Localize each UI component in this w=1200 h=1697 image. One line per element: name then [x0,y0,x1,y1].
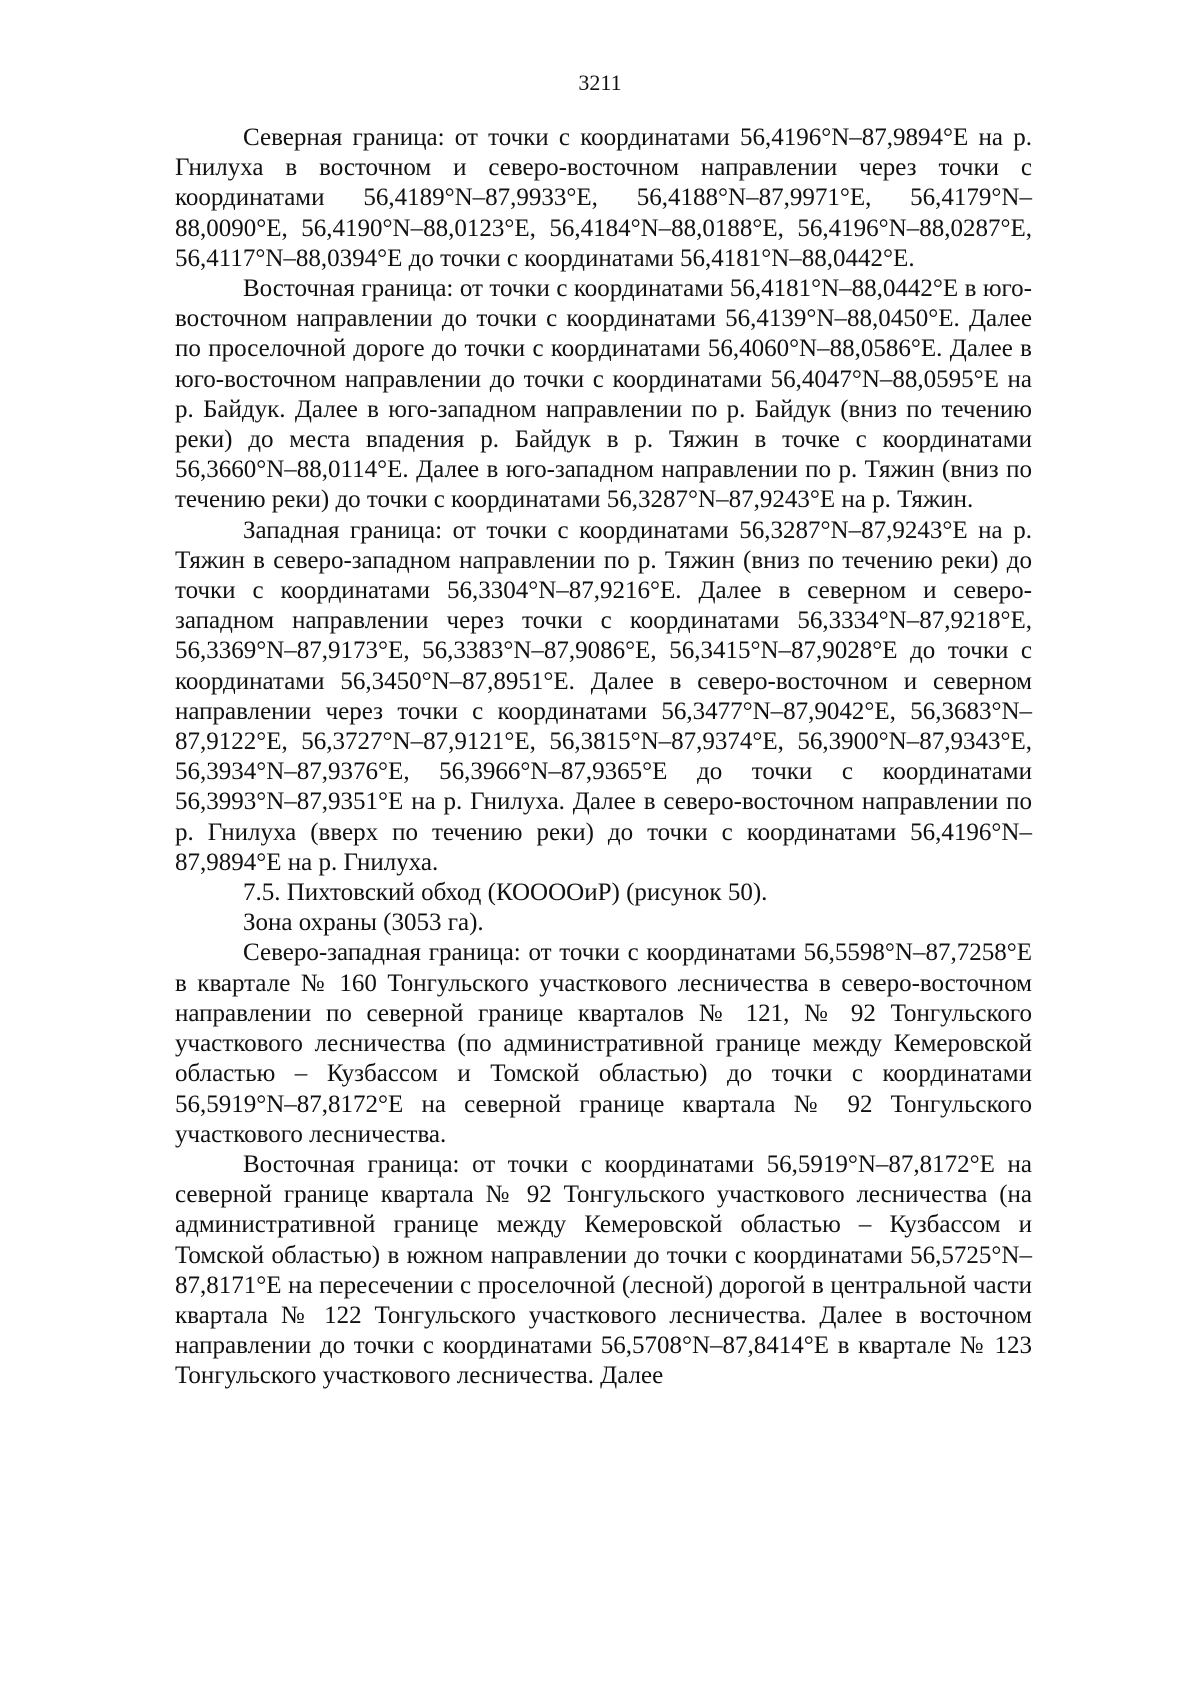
paragraph-north-boundary: Северная граница: от точки с координатами 56,4196°N–87,9894°E на р. Гнилуха в восточном и северо-восточном направлении через точки с координатами 56,4189°N–87,9933°E, 56,4188°N–87,9971°E, 56,4179°N–88,0090°E, 56,4190°N–88,0123°E, 56,4184°N–88,0188°E, 56,4196°N–88,0287°E, 56,4117°N–88,0394°E до точки с координатами 56,4181°N–88,0442°E. [175,124,1032,272]
page-number: 3211 [578,70,622,95]
document-body [175,123,1032,1392]
paragraph-east-boundary-2: Восточная граница: от точки с координатами 56,5919°N–87,8172°E на северной границе квартала № 92 Тонгульского участкового лесничества (на административной границе между Кемеровской областью – Кузбассом и Томской областью) в южном направлении до точки с координатами 56,5725°N–87,8171°E на пересечении с проселочной (лесной) дорогой в центральной части квартала № 122 Тонгульского участкового лесничества. Далее в восточном направлении до точки с координатами 56,5708°N–87,8414°E в квартале № 123 Тонгульского участкового лесничества. Далее [175,1150,1032,1390]
paragraph-east-boundary: Восточная граница: от точки с координатами 56,4181°N–88,0442°E в юго-восточном направлении до точки с координатами 56,4139°N–88,0450°E. Далее по проселочной дороге до точки с координатами 56,4060°N–88,0586°E. Далее в юго-восточном направлении до точки с координатами 56,4047°N–88,0595°E на р. Байдук. Далее в юго-западном направлении по р. Байдук (вниз по течению реки) до места впадения р. Байдук в р. Тяжин в точке с координатами 56,3660°N–88,0114°E. Далее в юго-западном направлении по р. Тяжин (вниз по течению реки) до точки с координатами 56,3287°N–87,9243°E на р. Тяжин. [175,275,1032,514]
paragraph-west-boundary: Западная граница: от точки с координатами 56,3287°N–87,9243°E на р. Тяжин в северо-западном направлении по р. Тяжин (вниз по течению реки) до точки с координатами 56,3304°N–87,9216°E. Далее в северном и северо-западном направлении через точки с координатами 56,3334°N–87,9218°E, 56,3369°N–87,9173°E, 56,3383°N–87,9086°E, 56,3415°N–87,9028°E до точки с координатами 56,3450°N–87,8951°E. Далее в северо-восточном и северном направлении через точки с координатами 56,3477°N–87,9042°E, 56,3683°N–87,9122°E, 56,3727°N–87,9121°E, 56,3815°N–87,9374°E, 56,3900°N–87,9343°E, 56,3934°N–87,9376°E, 56,3966°N–87,9365°E до точки с координатами 56,3993°N–87,9351°E на р. Гнилуха. Далее в северо-восточном направлении по р. Гнилуха (вверх по течению реки) до точки с координатами 56,4196°N–87,9894°E на р. Гнилуха. [175,516,1032,876]
paragraph-northwest-boundary: Северо-западная граница: от точки с координатами 56,5598°N–87,7258°E в квартале № 160 Тонгульского участкового лесничества в северо-восточном направлении по северной границе кварталов № 121, № 92 Тонгульского участкового лесничества (по административной границе между Кемеровской областью – Кузбассом и Томской областью) до точки с координатами 56,5919°N–87,8172°E на северной границе квартала № 92 Тонгульского участкового лесничества. [175,939,1032,1148]
zone-title: Зона охраны (3053 га). [243,909,484,937]
section-heading: 7.5. Пихтовский обход (КООООиР) (рисунок 50). [243,879,768,907]
